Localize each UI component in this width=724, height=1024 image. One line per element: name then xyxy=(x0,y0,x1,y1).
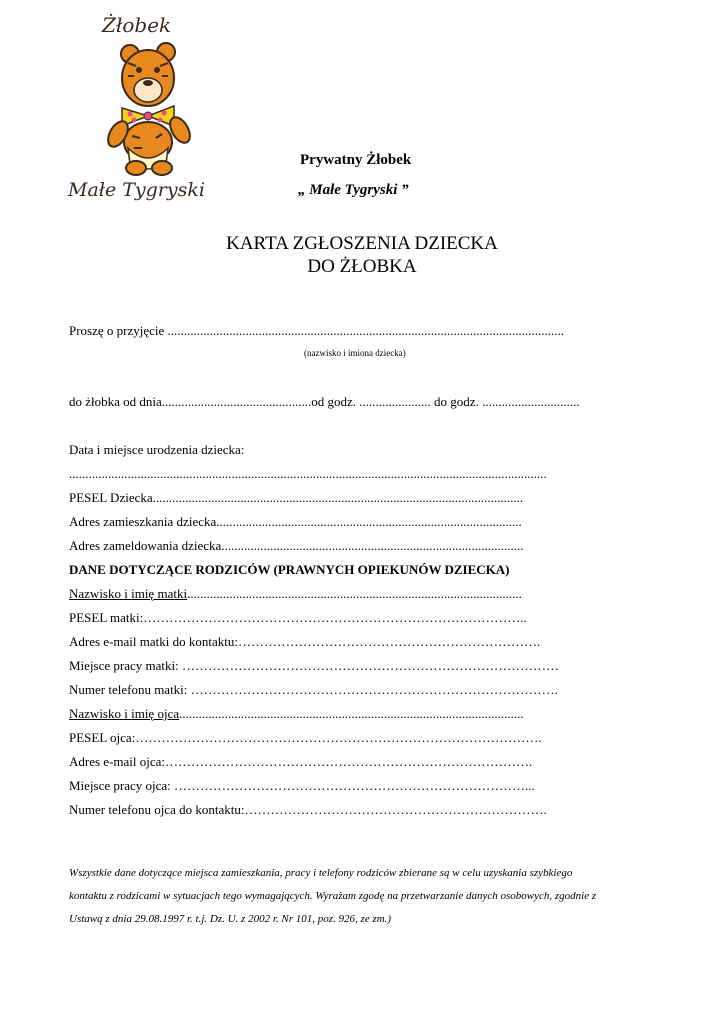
father-phone-field[interactable]: Numer telefonu ojca do kontaktu:……………………………………………………………. xyxy=(69,802,547,817)
tiger-mascot-icon xyxy=(62,8,222,204)
father-pesel-field[interactable]: PESEL ojca:…………………………………………………………………………………. xyxy=(69,730,542,745)
consent-note xyxy=(69,862,669,931)
admission-row[interactable]: do żłobka od dnia..............................................od godz. ...................... do godz. .............................. xyxy=(69,394,580,409)
child-name-row xyxy=(69,323,564,339)
nursery-name: Prywatny Żłobek xyxy=(300,152,412,168)
consent-note-line-3: Ustawą z dnia 29.08.1997 r. t.j. Dz. U. z 2002 r. Nr 101, poz. 926, ze zm.) xyxy=(69,913,392,925)
mother-work-field[interactable]: Miejsce pracy matki: …………………………………………………………………………… xyxy=(69,658,559,673)
consent-note-line-1: Wszystkie dane dotyczące miejsca zamieszkania, pracy i telefony rodziców zbierane są w celu uzyskania szybkiego xyxy=(69,867,573,879)
document-title-line-1: KARTA ZGŁOSZENIA DZIECKA xyxy=(226,233,498,254)
father-name-field[interactable]: .......................................................................................................... xyxy=(179,706,524,721)
child-address-field[interactable]: Adres zamieszkania dziecka.............................................................................................. xyxy=(69,514,522,529)
child-name-hint: (nazwisko i imiona dziecka) xyxy=(304,348,406,358)
logo-bottom-text: Małe Tygryski xyxy=(68,179,205,201)
nursery-subtitle: „ Małe Tygryski ” xyxy=(298,182,409,198)
father-email-field[interactable]: Adres e-mail ojca:…………………………………………………………………………. xyxy=(69,754,533,769)
birth-label: Data i miejsce urodzenia dziecka: xyxy=(69,442,245,457)
child-pesel-field[interactable]: PESEL Dziecka.................................................................................................................. xyxy=(69,490,524,505)
mother-email-field[interactable]: Adres e-mail matki do kontaktu:……………………………………………………………. xyxy=(69,634,541,649)
mother-name-label: Nazwisko i imię matki xyxy=(69,586,188,601)
request-label: Proszę o przyjęcie xyxy=(69,323,165,338)
father-name-label: Nazwisko i imię ojca xyxy=(69,706,180,721)
parents-section-heading: DANE DOTYCZĄCE RODZICÓW (PRAWNYCH OPIEKUNÓW DZIECKA) xyxy=(69,562,510,577)
consent-note-line-2: kontaktu z rodzicami w sytuacjach tego wymagających. Wyrażam zgodę na przetwarzanie danych osobowych, zgodnie z xyxy=(69,890,597,902)
mother-phone-field[interactable]: Numer telefonu matki: …………………………………………………………………………. xyxy=(69,682,558,697)
child-name-field[interactable]: .......................................................................................................................... xyxy=(167,323,565,338)
child-registered-address-field[interactable]: Adres zameldowania dziecka............................................................................................. xyxy=(69,538,524,553)
logo-top-text: Żłobek xyxy=(102,13,172,37)
birth-field[interactable]: ................................................................................................................................................... xyxy=(69,466,547,481)
father-name-row xyxy=(69,706,524,722)
mother-pesel-field[interactable]: PESEL matki:…………………………………………………………………………….. xyxy=(69,610,527,625)
logo xyxy=(62,8,222,204)
document-title-line-2: DO ŻŁOBKA xyxy=(307,256,417,277)
mother-name-row xyxy=(69,586,522,602)
mother-name-field[interactable]: ....................................................................................................... xyxy=(187,586,522,601)
father-work-field[interactable]: Miejsce pracy ojca: ………………………………………………………………………... xyxy=(69,778,535,793)
